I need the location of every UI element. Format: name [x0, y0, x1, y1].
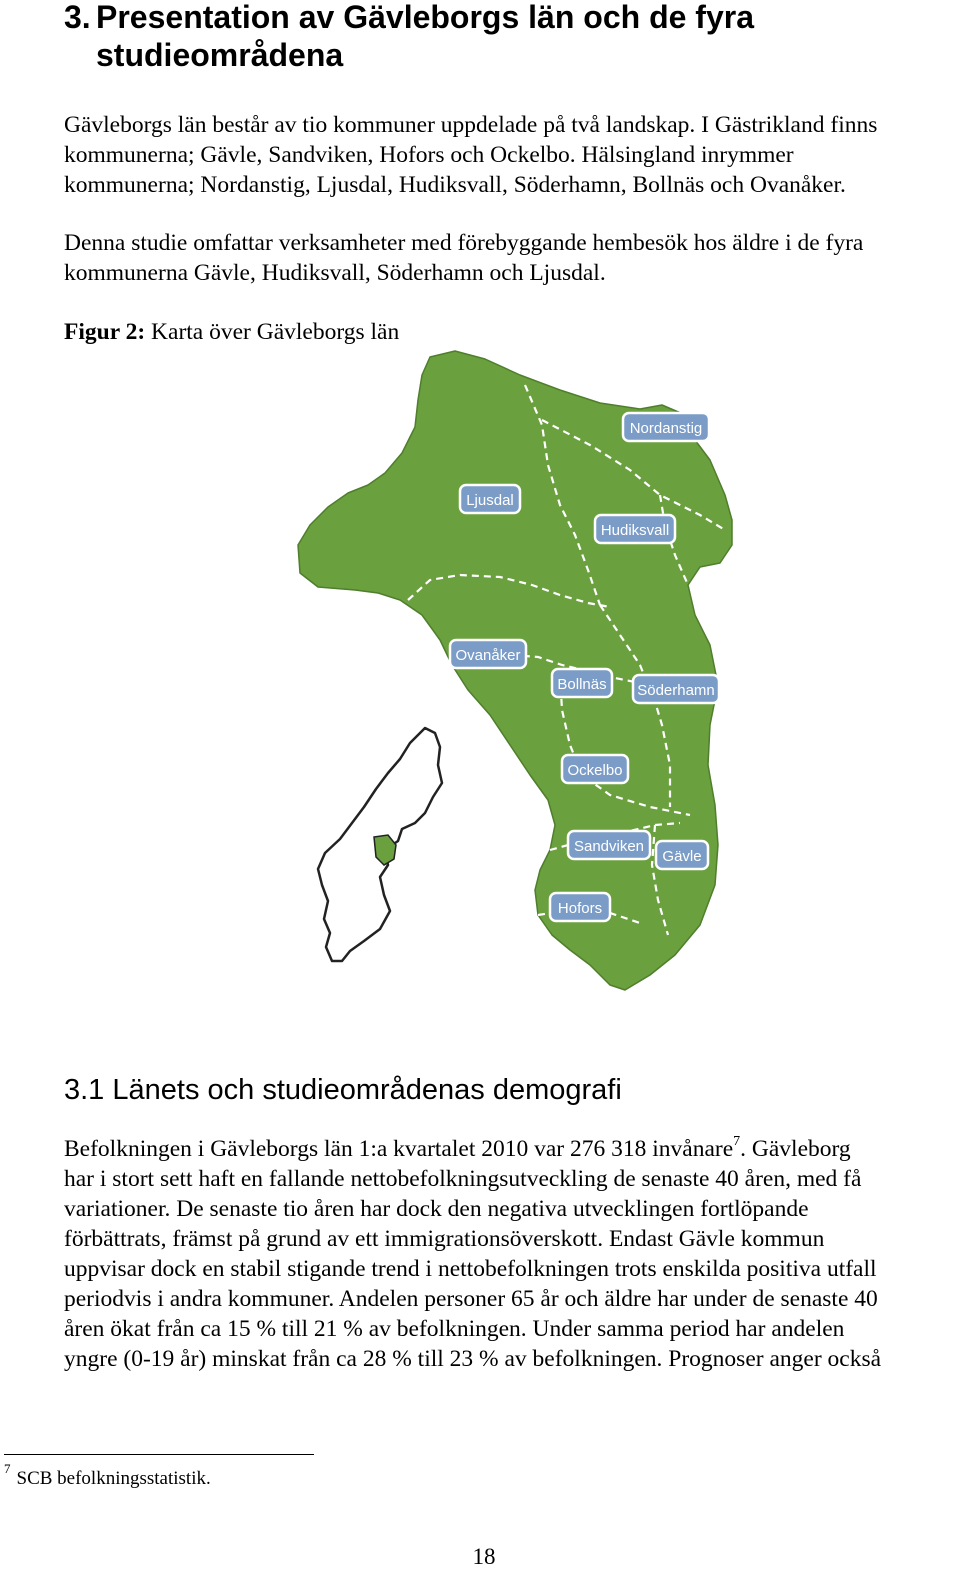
scope-line-1: Denna studie omfattar verksamheter med förebyggande hembesök hos äldre i de fyra	[64, 230, 864, 256]
label-hofors	[550, 893, 610, 921]
intro-line-1: Gävleborgs län består av tio kommuner uppdelade på två landskap. I Gästrikland finns	[64, 112, 878, 138]
label-sandviken	[568, 831, 650, 859]
svg-text:Bollnäs: Bollnäs	[557, 676, 607, 693]
demography-line-4: förbättrats, främst på grund av ett immigrationsöverskott. Endast Gävle kommun	[64, 1226, 825, 1252]
intro-line-3: kommunerna; Nordanstig, Ljusdal, Hudiksvall, Söderhamn, Bollnäs och Ovanåker.	[64, 172, 846, 198]
label-ovanaker	[450, 640, 526, 668]
label-hudiksvall	[595, 515, 675, 543]
svg-text:Hudiksvall: Hudiksvall	[600, 522, 670, 539]
demography-paragraph	[64, 1134, 960, 1374]
svg-text:Hofors: Hofors	[557, 900, 603, 917]
footnote-reference[interactable]: 7	[733, 1134, 741, 1150]
svg-text:Ockelbo: Ockelbo	[567, 762, 623, 779]
section-title-line1: Presentation av Gävleborgs län och de fyra	[96, 0, 754, 35]
footnote	[4, 1460, 211, 1492]
label-bollnas	[552, 669, 612, 697]
svg-text:Nordanstig: Nordanstig	[629, 420, 703, 437]
subsection-heading: 3.1 Länets och studieområdenas demografi	[64, 1074, 622, 1106]
section-number: 3.	[64, 0, 91, 35]
page-number: 18	[472, 1544, 496, 1569]
label-nordanstig	[623, 413, 709, 441]
figure-caption-text: Karta över Gävleborgs län	[145, 319, 400, 345]
footnote-text: SCB befolkningsstatistik.	[16, 1468, 211, 1489]
figure-label: Figur 2:	[64, 319, 146, 345]
label-ockelbo	[562, 755, 628, 783]
intro-paragraph	[64, 110, 960, 200]
svg-text:Gävle: Gävle	[662, 848, 702, 865]
footnote-divider	[4, 1454, 314, 1455]
demography-line-1: Befolkningen i Gävleborgs län 1:a kvartalet 2010 var 276 318 invånare$^7$. Gävleborg	[64, 1134, 851, 1162]
label-gavle	[656, 841, 708, 869]
scope-line-2: kommunerna Gävle, Hudiksvall, Söderhamn och Ljusdal.	[64, 260, 606, 286]
label-soderhamn	[633, 675, 719, 703]
county-map	[270, 345, 740, 1005]
demography-line-5: uppvisar dock en stabil stigande trend i nettobefolkningen trots enskilda positiva utfall	[64, 1256, 877, 1282]
demography-line-7: åren ökat från ca 15 % till 21 % av befolkningen. Under samma period har andelen	[64, 1316, 845, 1342]
figure-caption	[64, 317, 399, 347]
svg-text:Sandviken: Sandviken	[573, 838, 645, 855]
demography-line-3: variationer. De senaste tio åren har dock den negativa utvecklingen fortlöpande	[64, 1196, 809, 1222]
svg-text:Ovanåker: Ovanåker	[455, 647, 521, 664]
svg-text:Söderhamn: Söderhamn	[637, 682, 715, 699]
demography-line-2: har i stort sett haft en fallande nettobefolkningsutveckling de senaste 40 åren, med få	[64, 1166, 862, 1192]
section-title-line2: studieområdena	[96, 37, 344, 73]
label-ljusdal	[460, 485, 520, 513]
demography-line-8: yngre (0-19 år) minskat från ca 28 % till 23 % av befolkningen. Prognoser anger också	[64, 1346, 882, 1372]
demography-line-6: periodvis i andra kommuner. Andelen personer 65 år och äldre har under de senaste 40	[64, 1286, 878, 1312]
section-heading	[64, 0, 944, 74]
intro-line-2: kommunerna; Gävle, Sandviken, Hofors och Ockelbo. Hälsingland inrymmer	[64, 142, 794, 168]
svg-text:Ljusdal: Ljusdal	[466, 492, 514, 509]
scope-paragraph	[64, 228, 960, 288]
footnote-number: 7	[4, 1460, 11, 1476]
